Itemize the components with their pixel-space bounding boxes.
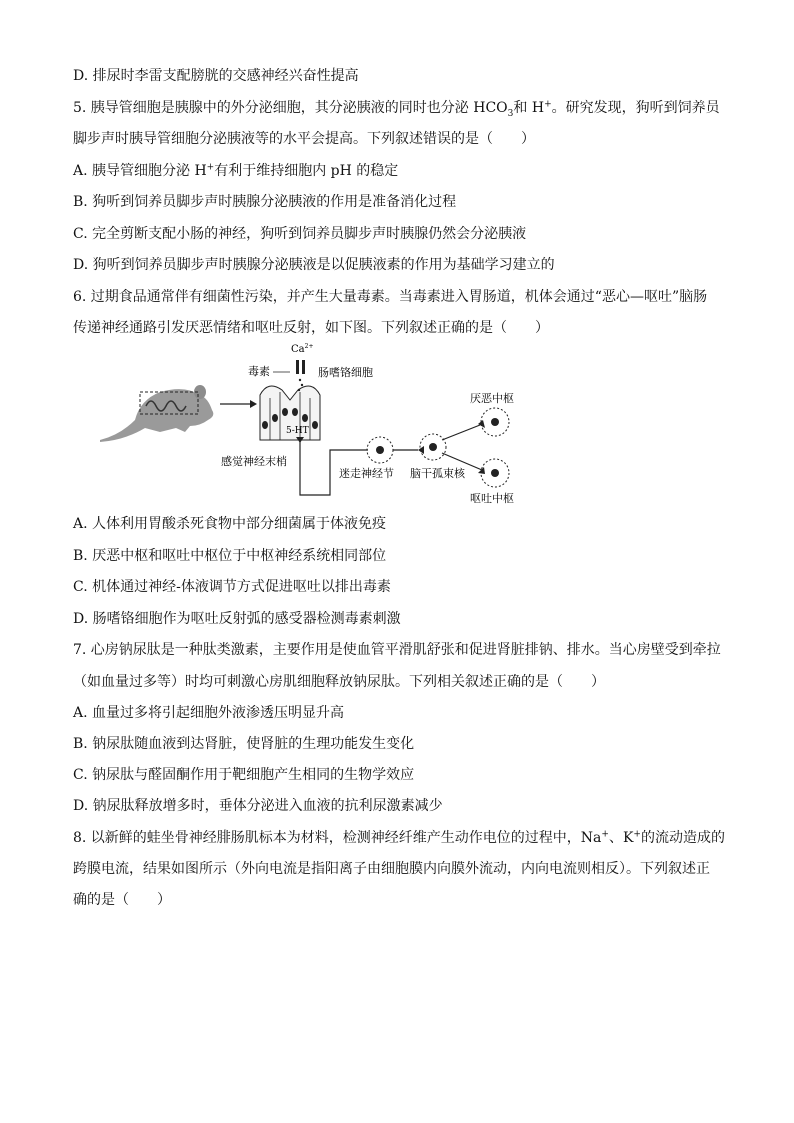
q6-option-d: D. 肠嗜铬细胞作为呕吐反射弧的感受器检测毒素刺激 [73,611,401,627]
q4-option-d: D. 排尿时李雷支配膀胱的交感神经兴奋性提高 [73,68,359,84]
q5-stem-line1 [73,99,720,117]
q5-option-c: C. 完全剪断支配小肠的神经，狗听到饲养员脚步声时胰腺仍然会分泌胰液 [73,226,527,242]
q6-stem-line2: 传递神经通路引发厌恶情绪和呕吐反射，如下图。下列叙述正确的是（ ） [73,320,549,336]
q5-superscript: + [544,99,552,110]
q5-option-b: B. 狗听到饲养员脚步声时胰腺分泌胰液的作用是准备消化过程 [73,194,457,210]
arrow-head [250,400,257,408]
q6-diagram [90,340,530,505]
vomit-label: 呕吐中枢 [470,492,514,505]
ec-cell-label: 肠嗜铬细胞 [318,366,373,379]
q7-option-b: B. 钠尿肽随血液到达肾脏，使肾脏的生理功能发生变化 [73,736,415,752]
q8-stem-line2: 跨膜电流，结果如图所示（外向电流是指阳离子由细胞膜内向膜外流动，内向电流则相反）。下列叙述正 [73,861,710,877]
vagus-label: 迷走神经节 [339,467,394,480]
q6-option-c: C. 机体通过神经-体液调节方式促进呕吐以排出毒素 [73,579,391,595]
q5-stem-text: 5. 胰导管细胞是胰腺中的外分泌细胞，其分泌胰液的同时也分泌 HCO [73,100,508,116]
q7-stem-line2: （如血量过多等）时均可刺激心房肌细胞释放钠尿肽。下列相关叙述正确的是（ ） [73,674,605,690]
q5-subscript: 3 [507,108,514,119]
q5-option-a-text: A. 胰导管细胞分泌 H [73,163,207,179]
brainstem-label: 脑干孤束核 [410,467,465,480]
q8-stem-text: 、K [608,830,634,846]
q5-option-a [73,162,398,180]
q7-option-a: A. 血量过多将引起细胞外液渗透压明显升高 [73,705,345,721]
q8-stem-line3: 确的是（ ） [73,892,171,908]
q6-option-b: B. 厌恶中枢和呕吐中枢位于中枢神经系统相同部位 [73,548,387,564]
disgust-label: 厌恶中枢 [470,392,514,405]
q6-option-a: A. 人体利用胃酸杀死食物中部分细菌属于体液免疫 [73,516,387,532]
q8-stem-text: 8. 以新鲜的蛙坐骨神经腓肠肌标本为材料，检测神经纤维产生动作电位的过程中，Na [73,830,602,846]
q5-stem-line2: 脚步声时胰导管细胞分泌胰液等的水平会提高。下列叙述错误的是（ ） [73,131,535,147]
q5-stem-text: 和 H [513,100,545,116]
q5-option-a-text: 有利于维持细胞内 pH 的稳定 [214,163,399,179]
q6-stem-line1: 6. 过期食品通常伴有细菌性污染，并产生大量毒素。当毒素进入胃肠道，机体会通过“恶心—呕吐”脑肠 [73,289,708,305]
q5-stem-text: 。研究发现，狗听到饲养员 [551,100,720,116]
q7-option-c: C. 钠尿肽与醛固酮作用于靶细胞产生相同的生物学效应 [73,767,415,783]
q7-option-d: D. 钠尿肽释放增多时，垂体分泌进入血液的抗利尿激素减少 [73,798,443,814]
q8-stem-text: 的流动造成的 [640,830,725,846]
q8-stem-line1 [73,829,725,847]
sensory-ending-label: 感觉神经末梢 [221,455,287,468]
q5-option-d: D. 狗听到饲养员脚步声时胰腺分泌胰液是以促胰液素的作用为基础学习建立的 [73,257,555,273]
toxin-label: 毒素 [248,365,270,378]
sensory-nerve-path [300,437,368,495]
q5-option-a-sup: + [206,162,215,173]
q7-stem-line1: 7. 心房钠尿肽是一种肽类激素，主要作用是使血管平滑肌舒张和促进肾脏排钠、排水。当心房壁受到牵拉 [73,642,721,658]
serotonin-label: 5-HT [286,426,309,436]
calcium-label: $Ca^{2+}$ [291,343,314,355]
q8-superscript: + [633,829,641,840]
mouse-illustration [100,385,213,442]
q8-superscript: + [601,829,609,840]
